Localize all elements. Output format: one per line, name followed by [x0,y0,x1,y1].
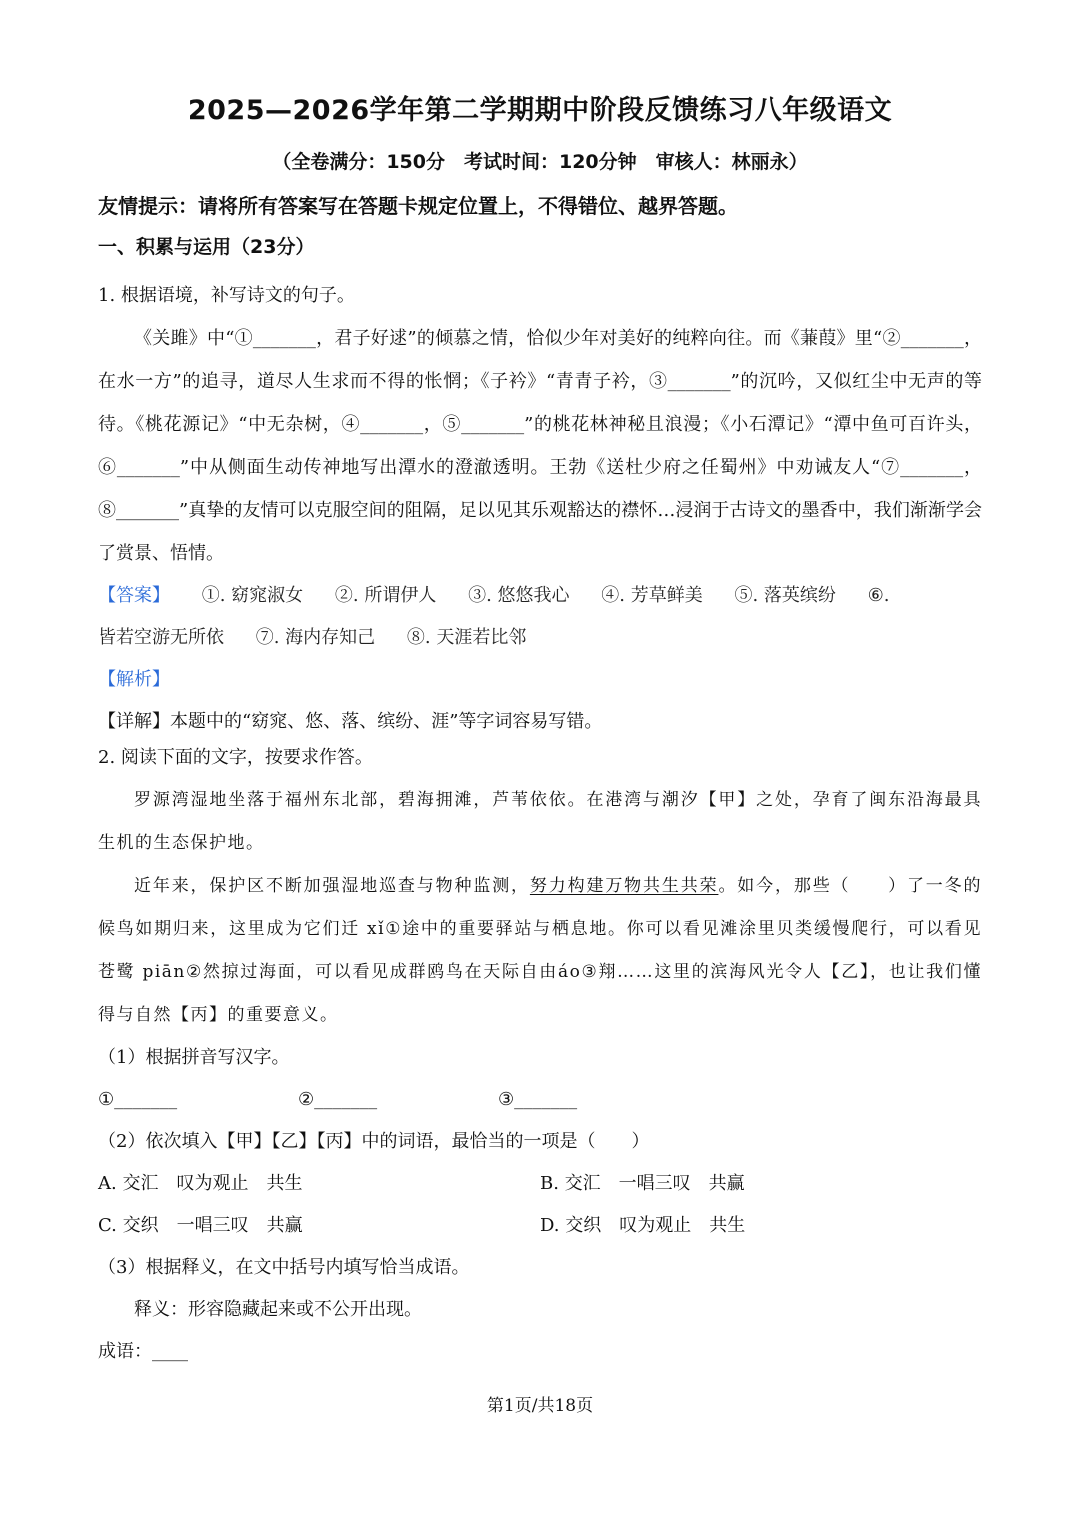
sub-question-1: （1）根据拼音写汉字。 [98,1047,290,1068]
section-heading: 一、积累与运用（23分） [98,236,315,258]
answer-item: ④. 芳草鲜美 [601,585,703,606]
page-title: 2025—2026学年第二学期期中阶段反馈练习八年级语文 [187,95,893,126]
question-2 [98,737,982,1373]
pinyin-blanks [98,1079,982,1121]
exam-info: （全卷满分：150分 考试时间：120分钟 审核人：林丽永） [272,151,808,173]
answer-item: ⑥. [867,585,890,606]
blank-1: ①_______ [98,1089,178,1110]
answer-row-1 [98,575,982,617]
option-row-2 [98,1205,982,1247]
answer-item: ⑧. 天涯若比邻 [406,627,527,648]
question-1-prompt: 1. 根据语境，补写诗文的句子。 [98,285,355,306]
blank-3: ③_______ [498,1089,578,1110]
answer-row-2 [98,617,982,659]
answer-item: ⑤. 落英缤纷 [734,585,836,606]
passage-paragraph-2 [98,865,982,1037]
page-footer: 第1页/共18页 [486,1396,594,1416]
definition: 释义：形容隐藏起来或不公开出现。 [134,1299,422,1320]
question-1 [98,275,982,743]
analysis-tag: 【解析】 [98,669,170,690]
answer-item: ⑦. 海内存知己 [255,627,376,648]
idiom-answer: 成语：____ [98,1341,188,1362]
passage-text: 。如今，那些（ ）了一冬的候鸟如期归来，这里成为它们迁 xǐ①途中的重要驿站与栖息地。你可以看见滩涂里贝类缓慢爬行，可以看见苍鹭 piān②然掠过海面，可以看见成群鸥鸟在天际自由áo③翔……这里的滨海风光令人【乙】，也让我们懂得与自然【丙】的重要意义。 [98,876,983,1025]
question-1-passage: 《关雎》中“①_______，君子好逑”的倾慕之情，恰似少年对美好的纯粹向往。而《蒹葭》里“②_______，在水一方”的追寻，道尽人生求而不得的怅惘；《子衿》“青青子衿，③_______”的沉吟，又似红尘中无声的等待。《桃花源记》“中无杂树，④_______，⑤_______”的桃花林神秘且浪漫；《小石潭记》“潭中鱼可百许头，⑥_______”中从侧面生动传神地写出潭水的澄澈透明。王勃《送杜少府之任蜀州》中劝诫友人“⑦_______，⑧_______”真挚的友情可以克服空间的阻隔，足以见其乐观豁达的襟怀…浸润于古诗文的墨香中，我们渐渐学会了赏景、悟情。 [98,328,982,564]
passage-text: 近年来，保护区不断加强湿地巡查与物种监测， [134,876,530,896]
question-2-prompt: 2. 阅读下面的文字，按要求作答。 [98,747,373,768]
option-a: A. 交汇 叹为观止 共生 [98,1173,303,1194]
option-b: B. 交汇 一唱三叹 共赢 [540,1173,745,1194]
answer-item: ②. 所谓伊人 [334,585,437,606]
question-1-passage-block [98,317,982,575]
answer-item: ③. 悠悠我心 [468,585,570,606]
answer-item: 皆若空游无所依 [98,627,224,648]
sub-question-3: （3）根据释义，在文中括号内填写恰当成语。 [98,1257,470,1278]
answer-tag: 【答案】 [98,585,170,606]
answer-item: ①. 窈窕淑女 [201,585,304,606]
underlined-phrase: 努力构建万物共生共荣 [529,876,719,896]
option-c: C. 交织 一唱三叹 共赢 [98,1215,303,1236]
passage-paragraph-1: 罗源湾湿地坐落于福州东北部，碧海拥滩，芦苇依依。在港湾与潮汐【甲】之处，孕育了闽东沿海最具生机的生态保护地。 [98,790,982,853]
friendly-hint: 友情提示：请将所有答案写在答题卡规定位置上，不得错位、越界答题。 [98,194,738,218]
question-2-passage [98,779,982,1037]
option-row-1 [98,1163,982,1205]
sub-question-2: （2）依次填入【甲】【乙】【丙】中的词语，最恰当的一项是（ ） [98,1131,650,1152]
option-d: D. 交织 叹为观止 共生 [540,1215,746,1236]
analysis-detail: 【详解】本题中的“窈窕、悠、落、缤纷、涯”等字词容易写错。 [98,711,603,732]
blank-2: ②_______ [298,1089,378,1110]
